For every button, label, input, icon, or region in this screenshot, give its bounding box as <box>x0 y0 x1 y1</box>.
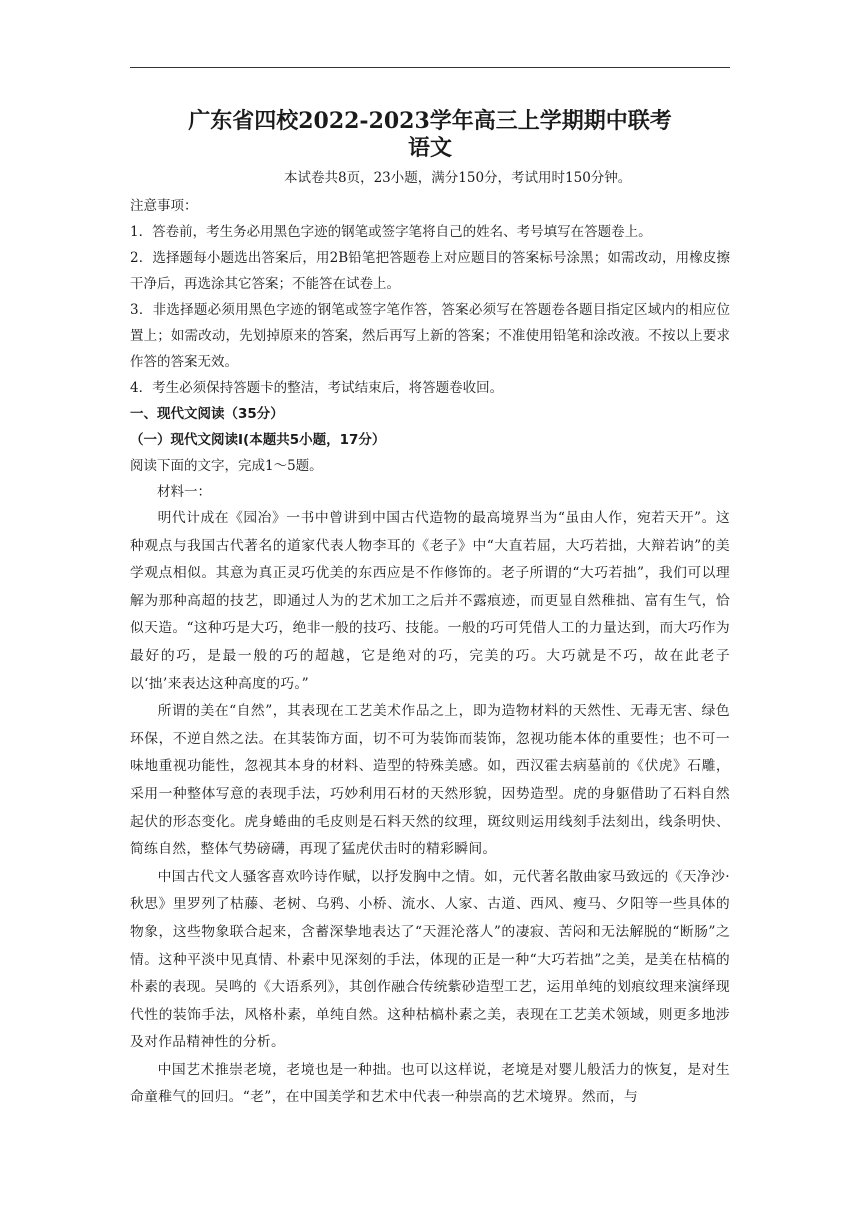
exam-info: 本试卷共8页，23小题，满分150分，考试用时150分钟。 <box>284 170 632 186</box>
passage-paragraph: 中国艺术推崇老境，老境也是一种拙。也可以这样说，老境是对婴儿般活力的恢复，是对生命童稚气的回归。“老”，在中国美学和艺术中代表一种崇高的艺术境界。然而，与 <box>130 1061 730 1106</box>
document-body <box>130 193 730 1112</box>
note-item: 1．答卷前，考生务必用黑色字迹的钢笔或签字笔将自己的姓名、考号填写在答题卷上。 <box>130 224 652 240</box>
material-label: 材料一： <box>157 484 211 500</box>
reading-instruction: 阅读下面的文字，完成1～5题。 <box>130 458 323 474</box>
notes-heading: 注意事项： <box>130 198 198 214</box>
passage-paragraph: 所谓的美在“自然”，其表现在工艺美术作品之上，即为造物材料的天然性、无毒无害、绿色环保，不逆自然之法。在其装饰方面，切不可为装饰而装饰，忽视功能本体的重要性；也不可一味地重视功能性，忽视其本身的材料、造型的特殊美感。如，西汉霍去病墓前的《伏虎》石雕，采用一种整体写意的表现手法，巧妙利用石材的天然形貌，因势造型。虎的身躯借助了石料自然起伏的形态变化。虎身蜷曲的毛皮则是石料天然的纹理，斑纹则运用线刻手法刻出，线条明快、简练自然，整体气势磅礴，再现了猛虎伏击时的精彩瞬间。 <box>130 703 730 858</box>
header-rule <box>130 67 730 68</box>
note-item: 4．考生必须保持答题卡的整洁，考试结束后，将答题卷收回。 <box>130 380 504 396</box>
exam-title: 广东省四校2022-2023学年高三上学期期中联考 <box>188 108 672 134</box>
note-item: 2．选择题每小题选出答案后，用2B铅笔把答题卷上对应题目的答案标号涂黑；如需改动，用橡皮擦干净后，再选涂其它答案；不能答在试卷上。 <box>130 250 730 292</box>
passage-paragraph: 明代计成在《园冶》一书中曾讲到中国古代造物的最高境界当为“虽由人作，宛若天开”。这种观点与我国古代著名的道家代表人物李耳的《老子》中“大直若屈，大巧若拙，大辩若讷”的美学观点相似。其意为真正灵巧优美的东西应是不作修饰的。老子所谓的“大巧若拙”，我们可以理解为那种高超的技艺，即通过人为的艺术加工之后并不露痕迹，而更显自然稚拙、富有生气，恰似天造。“这种巧是大巧，绝非一般的技巧、技能。一般的巧可凭借人工的力量达到，而大巧作为最好的巧，是最一般的巧的超越，它是绝对的巧，完美的巧。大巧就是不巧，故在此老子以‘拙’来表达这种高度的巧。” <box>130 510 730 692</box>
subject-title: 语文 <box>407 135 452 161</box>
reading-passage <box>130 505 730 1112</box>
section-title: 一、现代文阅读（35分） <box>130 406 284 422</box>
subsection-title: （一）现代文阅读Ⅰ(本题共5小题，17分） <box>130 432 386 448</box>
note-item: 3．非选择题必须用黑色字迹的钢笔或签字笔作答，答案必须写在答题卷各题目指定区域内的相应位置上；如需改动，先划掉原来的答案，然后再写上新的答案；不准使用铅笔和涂改液。不按以上要求作答的答案无效。 <box>130 302 730 370</box>
passage-paragraph: 中国古代文人骚客喜欢吟诗作赋，以抒发胸中之情。如，元代著名散曲家马致远的《天净沙·秋思》里罗列了枯藤、老树、乌鸦、小桥、流水、人家、古道、西风、瘦马、夕阳等一些具体的物象，这些物象联合起来，含蓄深挚地表达了“天涯沦落人”的凄寂、苦闷和无法解脱的“断肠”之情。这种平淡中见真情、朴素中见深刻的手法，体现的正是一种“大巧若拙”之美，是美在枯槁的朴素的表现。吴鸣的《大语系列》，其创作融合传统紫砂造型工艺，运用单纯的划痕纹理来演绎现代性的装饰手法，风格朴素，单纯自然。这种枯槁朴素之美，表现在工艺美术领域，则更多地涉及对作品精神性的分析。 <box>130 868 730 1051</box>
